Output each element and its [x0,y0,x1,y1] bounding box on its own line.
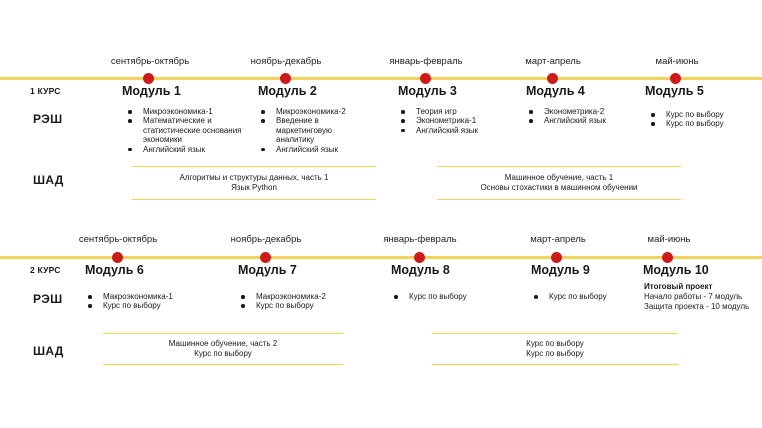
list-item: Курс по выбору [648,110,758,119]
row-label-res: РЭШ [33,292,63,306]
shad-course: Курс по выбору [194,349,252,358]
list-item: Микроэкономика-2 [258,107,368,116]
course-label: 2 КУРС [30,265,61,275]
shad-course: Курс по выбору [526,349,584,358]
timeline-dot [112,252,123,263]
list-item: Курс по выбору [391,292,511,301]
course-label: 1 КУРС [30,86,61,96]
period-label: ноябрь-декабрь [250,56,322,67]
row-label-shad: ШАД [33,173,64,187]
timeline-line [0,77,762,80]
module-course-list [238,292,358,311]
timeline-dot [547,73,558,84]
final-project-line: Защита проекта - 10 модуль [644,302,750,311]
list-item: Английский язык [526,116,636,125]
list-item: Математические и статистические основания экономики [125,116,250,144]
period-label: март-апрель [525,56,581,67]
shad-course: Алгоритмы и структуры данных, часть 1 [179,173,329,182]
module-course-list [526,107,636,126]
timeline-dot [662,252,673,263]
row-label-res: РЭШ [33,112,63,126]
shad-course: Основы стохастики в машинном обучении [480,183,638,192]
list-item: Английский язык [258,145,368,154]
shad-course-block [432,333,678,365]
period-label: сентябрь-октябрь [110,56,190,67]
module-course-list [391,292,511,301]
shad-course-block [132,166,376,200]
module-title: Модуль 5 [645,84,704,98]
module-title: Модуль 7 [238,263,297,277]
final-project [644,282,760,312]
period-label: ноябрь-декабрь [230,234,302,245]
module-course-list [85,292,205,311]
module-course-list [125,107,250,154]
shad-course: Курс по выбору [526,339,584,348]
list-item: Курс по выбору [531,292,641,301]
module-title: Модуль 9 [531,263,590,277]
list-item: Введение в маркетинговую аналитику [258,116,368,144]
module-title: Модуль 8 [391,263,450,277]
list-item: Микроэкономика-1 [125,107,250,116]
period-label: январь-февраль [383,234,457,245]
final-project-line: Начало работы - 7 модуль [644,292,743,301]
module-course-list [398,107,513,135]
list-item: Английский язык [125,145,250,154]
list-item: Макроэкономика-1 [85,292,205,301]
period-label: январь-февраль [389,56,463,67]
shad-course: Машинное обучение, часть 1 [504,173,614,182]
list-item: Эконометрика-1 [398,116,513,125]
timeline-dot [260,252,271,263]
timeline-dot [670,73,681,84]
shad-course-block [103,333,343,365]
module-course-list [648,110,758,129]
row-label-shad: ШАД [33,344,64,358]
module-title: Модуль 1 [122,84,181,98]
shad-course-block [437,166,681,200]
period-label: май-июнь [655,56,699,67]
period-label: сентябрь-октябрь [78,234,158,245]
timeline-dot [420,73,431,84]
list-item: Английский язык [398,126,513,135]
list-item: Макроэкономика-2 [238,292,358,301]
module-title: Модуль 3 [398,84,457,98]
final-project-title: Итоговый проект [644,282,713,291]
module-title: Модуль 6 [85,263,144,277]
timeline-dot [143,73,154,84]
module-title: Модуль 10 [643,263,709,277]
timeline-dot [551,252,562,263]
period-label: май-июнь [647,234,691,245]
module-title: Модуль 2 [258,84,317,98]
module-title: Модуль 4 [526,84,585,98]
list-item: Эконометрика-2 [526,107,636,116]
shad-course: Язык Python [231,183,277,192]
list-item: Курс по выбору [85,301,205,310]
list-item: Теория игр [398,107,513,116]
module-course-list [258,107,368,154]
timeline-dot [414,252,425,263]
module-course-list [531,292,641,301]
list-item: Курс по выбору [238,301,358,310]
period-label: март-апрель [530,234,586,245]
list-item: Курс по выбору [648,119,758,128]
timeline-dot [280,73,291,84]
shad-course: Машинное обучение, часть 2 [168,339,278,348]
